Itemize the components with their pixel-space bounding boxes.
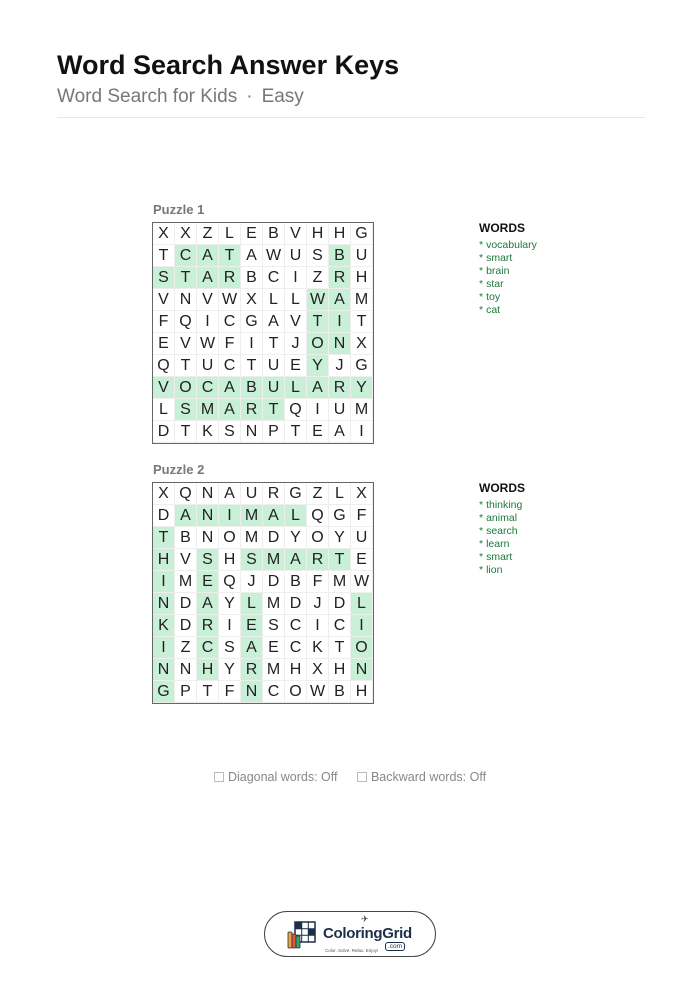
grid-cell: S	[219, 421, 241, 443]
word-list-item	[479, 252, 537, 265]
grid-cell: O	[175, 377, 197, 399]
grid-cell: A	[263, 311, 285, 333]
word-list-item	[479, 564, 525, 577]
grid-cell: T	[153, 527, 175, 549]
grid-cell: G	[241, 311, 263, 333]
backward-option	[357, 770, 486, 784]
grid-cell: A	[197, 245, 219, 267]
grid-cell: S	[263, 615, 285, 637]
grid-cell: H	[219, 549, 241, 571]
grid-cell: M	[351, 289, 373, 311]
bullet-icon: *	[479, 499, 484, 511]
grid-cell: U	[263, 377, 285, 399]
grid-cell: T	[175, 421, 197, 443]
grid-cell: R	[241, 659, 263, 681]
grid-cell: I	[307, 615, 329, 637]
word-text: cat	[486, 304, 501, 316]
grid-cell: L	[263, 289, 285, 311]
grid-cell: A	[175, 505, 197, 527]
grid-cell: L	[329, 483, 351, 505]
logo-wordmark: ColoringGrid	[323, 925, 412, 942]
grid-cell: Y	[329, 527, 351, 549]
bullet-icon: *	[479, 252, 484, 264]
grid-cell: I	[197, 311, 219, 333]
subtitle-category: Word Search for Kids	[57, 86, 238, 107]
word-list-item	[479, 551, 525, 564]
grid-cell: D	[153, 505, 175, 527]
grid-cell: C	[285, 637, 307, 659]
puzzle-1-grid	[152, 222, 374, 444]
grid-cell: L	[351, 593, 373, 615]
grid-cell: D	[175, 615, 197, 637]
word-list-item	[479, 525, 525, 538]
grid-cell: E	[197, 571, 219, 593]
word-list-item	[479, 538, 525, 551]
grid-cell: L	[153, 399, 175, 421]
diagonal-option-label: Diagonal words: Off	[227, 770, 338, 784]
bullet-icon: *	[479, 538, 484, 550]
grid-cell: W	[351, 571, 373, 593]
grid-cell: B	[285, 571, 307, 593]
grid-cell: T	[153, 245, 175, 267]
bullet-icon: *	[479, 304, 484, 316]
grid-cell: N	[153, 659, 175, 681]
grid-cell: X	[351, 333, 373, 355]
grid-cell: X	[175, 223, 197, 245]
grid-crayon-icon	[287, 920, 319, 950]
grid-cell: T	[241, 355, 263, 377]
bullet-icon: *	[479, 564, 484, 576]
grid-cell: C	[329, 615, 351, 637]
settings-legend	[0, 770, 700, 785]
grid-cell: K	[307, 637, 329, 659]
grid-cell: D	[285, 593, 307, 615]
grid-cell: H	[307, 223, 329, 245]
grid-cell: B	[263, 223, 285, 245]
grid-cell: T	[197, 681, 219, 703]
grid-cell: W	[197, 333, 219, 355]
grid-cell: A	[197, 593, 219, 615]
word-text: animal	[486, 512, 518, 524]
grid-cell: T	[351, 311, 373, 333]
grid-cell: I	[351, 421, 373, 443]
grid-cell: N	[175, 659, 197, 681]
grid-cell: Q	[219, 571, 241, 593]
grid-cell: Y	[219, 593, 241, 615]
grid-cell: R	[307, 549, 329, 571]
page-subtitle	[57, 86, 304, 108]
grid-cell: S	[219, 637, 241, 659]
word-list-item	[479, 278, 537, 291]
word-text: learn	[486, 538, 510, 550]
grid-cell: M	[241, 527, 263, 549]
puzzle-2-words-heading: WORDS	[479, 481, 525, 495]
grid-cell: V	[285, 223, 307, 245]
grid-cell: Z	[307, 483, 329, 505]
grid-cell: P	[263, 421, 285, 443]
grid-cell: V	[175, 333, 197, 355]
grid-cell: W	[307, 681, 329, 703]
grid-cell: E	[307, 421, 329, 443]
grid-cell: U	[351, 527, 373, 549]
word-text: vocabulary	[486, 239, 537, 251]
grid-cell: B	[329, 681, 351, 703]
puzzle-2-word-list	[479, 481, 525, 577]
grid-cell: Y	[285, 527, 307, 549]
grid-cell: I	[219, 505, 241, 527]
grid-cell: N	[241, 681, 263, 703]
grid-cell: F	[351, 505, 373, 527]
grid-cell: Q	[175, 311, 197, 333]
grid-cell: C	[197, 637, 219, 659]
grid-cell: S	[307, 245, 329, 267]
grid-cell: Y	[307, 355, 329, 377]
grid-cell: L	[285, 289, 307, 311]
grid-cell: B	[241, 267, 263, 289]
grid-cell: U	[351, 245, 373, 267]
grid-cell: H	[351, 267, 373, 289]
grid-cell: W	[263, 245, 285, 267]
grid-cell: B	[175, 527, 197, 549]
grid-cell: M	[263, 659, 285, 681]
grid-cell: Q	[285, 399, 307, 421]
grid-cell: H	[153, 549, 175, 571]
grid-cell: E	[241, 223, 263, 245]
grid-cell: W	[307, 289, 329, 311]
page-title: Word Search Answer Keys	[57, 50, 400, 80]
grid-cell: A	[219, 483, 241, 505]
word-list-item	[479, 512, 525, 525]
grid-cell: U	[329, 399, 351, 421]
grid-cell: T	[263, 399, 285, 421]
grid-cell: M	[329, 571, 351, 593]
grid-cell: Z	[307, 267, 329, 289]
grid-cell: K	[197, 421, 219, 443]
grid-cell: X	[241, 289, 263, 311]
grid-cell: L	[241, 593, 263, 615]
word-list-item	[479, 265, 537, 278]
word-text: search	[486, 525, 518, 537]
grid-cell: M	[351, 399, 373, 421]
grid-cell: T	[329, 637, 351, 659]
header-divider	[57, 117, 645, 118]
grid-cell: A	[285, 549, 307, 571]
grid-cell: K	[153, 615, 175, 637]
grid-cell: J	[307, 593, 329, 615]
grid-cell: O	[351, 637, 373, 659]
word-text: star	[486, 278, 504, 290]
grid-cell: V	[175, 549, 197, 571]
grid-cell: I	[307, 399, 329, 421]
grid-cell: I	[329, 311, 351, 333]
grid-cell: N	[153, 593, 175, 615]
grid-cell: Q	[307, 505, 329, 527]
grid-cell: R	[329, 267, 351, 289]
grid-cell: Z	[175, 637, 197, 659]
grid-cell: U	[263, 355, 285, 377]
grid-cell: T	[285, 421, 307, 443]
grid-cell: O	[307, 333, 329, 355]
subtitle-difficulty: Easy	[261, 86, 304, 107]
grid-cell: M	[241, 505, 263, 527]
bullet-icon: *	[479, 291, 484, 303]
grid-cell: R	[329, 377, 351, 399]
coloringgrid-logo[interactable]	[264, 911, 436, 957]
grid-cell: S	[241, 549, 263, 571]
grid-cell: A	[329, 421, 351, 443]
grid-cell: G	[351, 223, 373, 245]
grid-cell: I	[153, 571, 175, 593]
grid-cell: S	[175, 399, 197, 421]
grid-cell: T	[329, 549, 351, 571]
grid-cell: F	[219, 333, 241, 355]
puzzle-1-words-heading: WORDS	[479, 221, 525, 235]
grid-cell: B	[241, 377, 263, 399]
word-text: thinking	[486, 499, 523, 511]
grid-cell: A	[263, 505, 285, 527]
grid-cell: N	[241, 421, 263, 443]
grid-cell: E	[241, 615, 263, 637]
grid-cell: I	[241, 333, 263, 355]
grid-cell: C	[175, 245, 197, 267]
grid-cell: A	[329, 289, 351, 311]
grid-cell: T	[307, 311, 329, 333]
grid-cell: R	[219, 267, 241, 289]
bullet-icon: *	[479, 512, 484, 524]
grid-cell: I	[285, 267, 307, 289]
grid-cell: C	[219, 355, 241, 377]
diagonal-checkbox-icon	[214, 772, 224, 782]
grid-cell: T	[219, 245, 241, 267]
grid-cell: T	[175, 355, 197, 377]
word-text: smart	[486, 252, 513, 264]
grid-cell: Z	[197, 223, 219, 245]
grid-cell: L	[285, 377, 307, 399]
grid-cell: O	[219, 527, 241, 549]
grid-cell: R	[241, 399, 263, 421]
word-list-item	[479, 291, 537, 304]
grid-cell: Y	[219, 659, 241, 681]
diagonal-option	[214, 770, 338, 784]
grid-cell: E	[263, 637, 285, 659]
grid-cell: J	[285, 333, 307, 355]
grid-cell: D	[263, 571, 285, 593]
grid-cell: Q	[153, 355, 175, 377]
grid-cell: A	[219, 377, 241, 399]
grid-cell: C	[263, 681, 285, 703]
grid-cell: F	[307, 571, 329, 593]
grid-cell: U	[285, 245, 307, 267]
grid-cell: N	[197, 483, 219, 505]
backward-checkbox-icon	[357, 772, 367, 782]
grid-cell: E	[285, 355, 307, 377]
grid-cell: C	[285, 615, 307, 637]
bullet-icon: *	[479, 265, 484, 277]
grid-cell: X	[153, 483, 175, 505]
grid-cell: U	[197, 355, 219, 377]
paper-plane-icon: ✈	[361, 914, 369, 924]
grid-cell: O	[307, 527, 329, 549]
grid-cell: P	[175, 681, 197, 703]
grid-cell: J	[329, 355, 351, 377]
logo-tagline: Color. Solve. Relax. Enjoy!	[325, 948, 379, 953]
puzzle-2-label: Puzzle 2	[153, 462, 205, 477]
grid-cell: V	[153, 289, 175, 311]
grid-cell: M	[263, 593, 285, 615]
grid-cell: V	[197, 289, 219, 311]
grid-cell: M	[263, 549, 285, 571]
bullet-icon: *	[479, 239, 484, 251]
grid-cell: V	[153, 377, 175, 399]
grid-cell: R	[197, 615, 219, 637]
word-text: lion	[486, 564, 503, 576]
bullet-icon: *	[479, 551, 484, 563]
grid-cell: H	[329, 659, 351, 681]
grid-cell: H	[197, 659, 219, 681]
grid-cell: Y	[351, 377, 373, 399]
grid-cell: G	[285, 483, 307, 505]
grid-cell: A	[307, 377, 329, 399]
grid-cell: F	[219, 681, 241, 703]
word-text: toy	[486, 291, 501, 303]
grid-cell: C	[263, 267, 285, 289]
grid-cell: D	[175, 593, 197, 615]
grid-cell: V	[285, 311, 307, 333]
puzzle-1-word-list	[479, 221, 537, 317]
puzzle-1-label: Puzzle 1	[153, 202, 205, 217]
grid-cell: C	[219, 311, 241, 333]
grid-cell: I	[219, 615, 241, 637]
grid-cell: N	[175, 289, 197, 311]
word-text: brain	[486, 265, 510, 277]
grid-cell: E	[153, 333, 175, 355]
grid-cell: G	[351, 355, 373, 377]
grid-cell: M	[175, 571, 197, 593]
grid-cell: W	[219, 289, 241, 311]
grid-cell: T	[175, 267, 197, 289]
grid-cell: X	[351, 483, 373, 505]
grid-cell: M	[197, 399, 219, 421]
subtitle-separator: ·	[246, 86, 253, 107]
bullet-icon: *	[479, 278, 484, 290]
grid-cell: X	[307, 659, 329, 681]
grid-cell: S	[153, 267, 175, 289]
grid-cell: D	[329, 593, 351, 615]
grid-cell: B	[329, 245, 351, 267]
logo-domain: .com	[385, 942, 405, 951]
grid-cell: N	[197, 505, 219, 527]
grid-cell: H	[351, 681, 373, 703]
grid-cell: N	[351, 659, 373, 681]
puzzle-2-grid	[152, 482, 374, 704]
grid-cell: H	[329, 223, 351, 245]
grid-cell: N	[197, 527, 219, 549]
grid-cell: A	[241, 637, 263, 659]
word-list-item	[479, 239, 537, 252]
grid-cell: C	[197, 377, 219, 399]
grid-cell: T	[263, 333, 285, 355]
grid-cell: J	[241, 571, 263, 593]
grid-cell: I	[153, 637, 175, 659]
grid-cell: I	[351, 615, 373, 637]
grid-cell: L	[285, 505, 307, 527]
grid-cell: F	[153, 311, 175, 333]
grid-cell: L	[219, 223, 241, 245]
grid-cell: D	[153, 421, 175, 443]
grid-cell: H	[285, 659, 307, 681]
grid-cell: A	[241, 245, 263, 267]
backward-option-label: Backward words: Off	[370, 770, 487, 784]
word-text: smart	[486, 551, 513, 563]
grid-cell: G	[153, 681, 175, 703]
grid-cell: A	[197, 267, 219, 289]
grid-cell: U	[241, 483, 263, 505]
grid-cell: X	[153, 223, 175, 245]
word-list-item	[479, 499, 525, 512]
grid-cell: E	[351, 549, 373, 571]
grid-cell: D	[263, 527, 285, 549]
grid-cell: O	[285, 681, 307, 703]
grid-cell: Q	[175, 483, 197, 505]
word-list-item	[479, 304, 537, 317]
grid-cell: S	[197, 549, 219, 571]
bullet-icon: *	[479, 525, 484, 537]
grid-cell: N	[329, 333, 351, 355]
grid-cell: R	[263, 483, 285, 505]
grid-cell: G	[329, 505, 351, 527]
grid-cell: A	[219, 399, 241, 421]
